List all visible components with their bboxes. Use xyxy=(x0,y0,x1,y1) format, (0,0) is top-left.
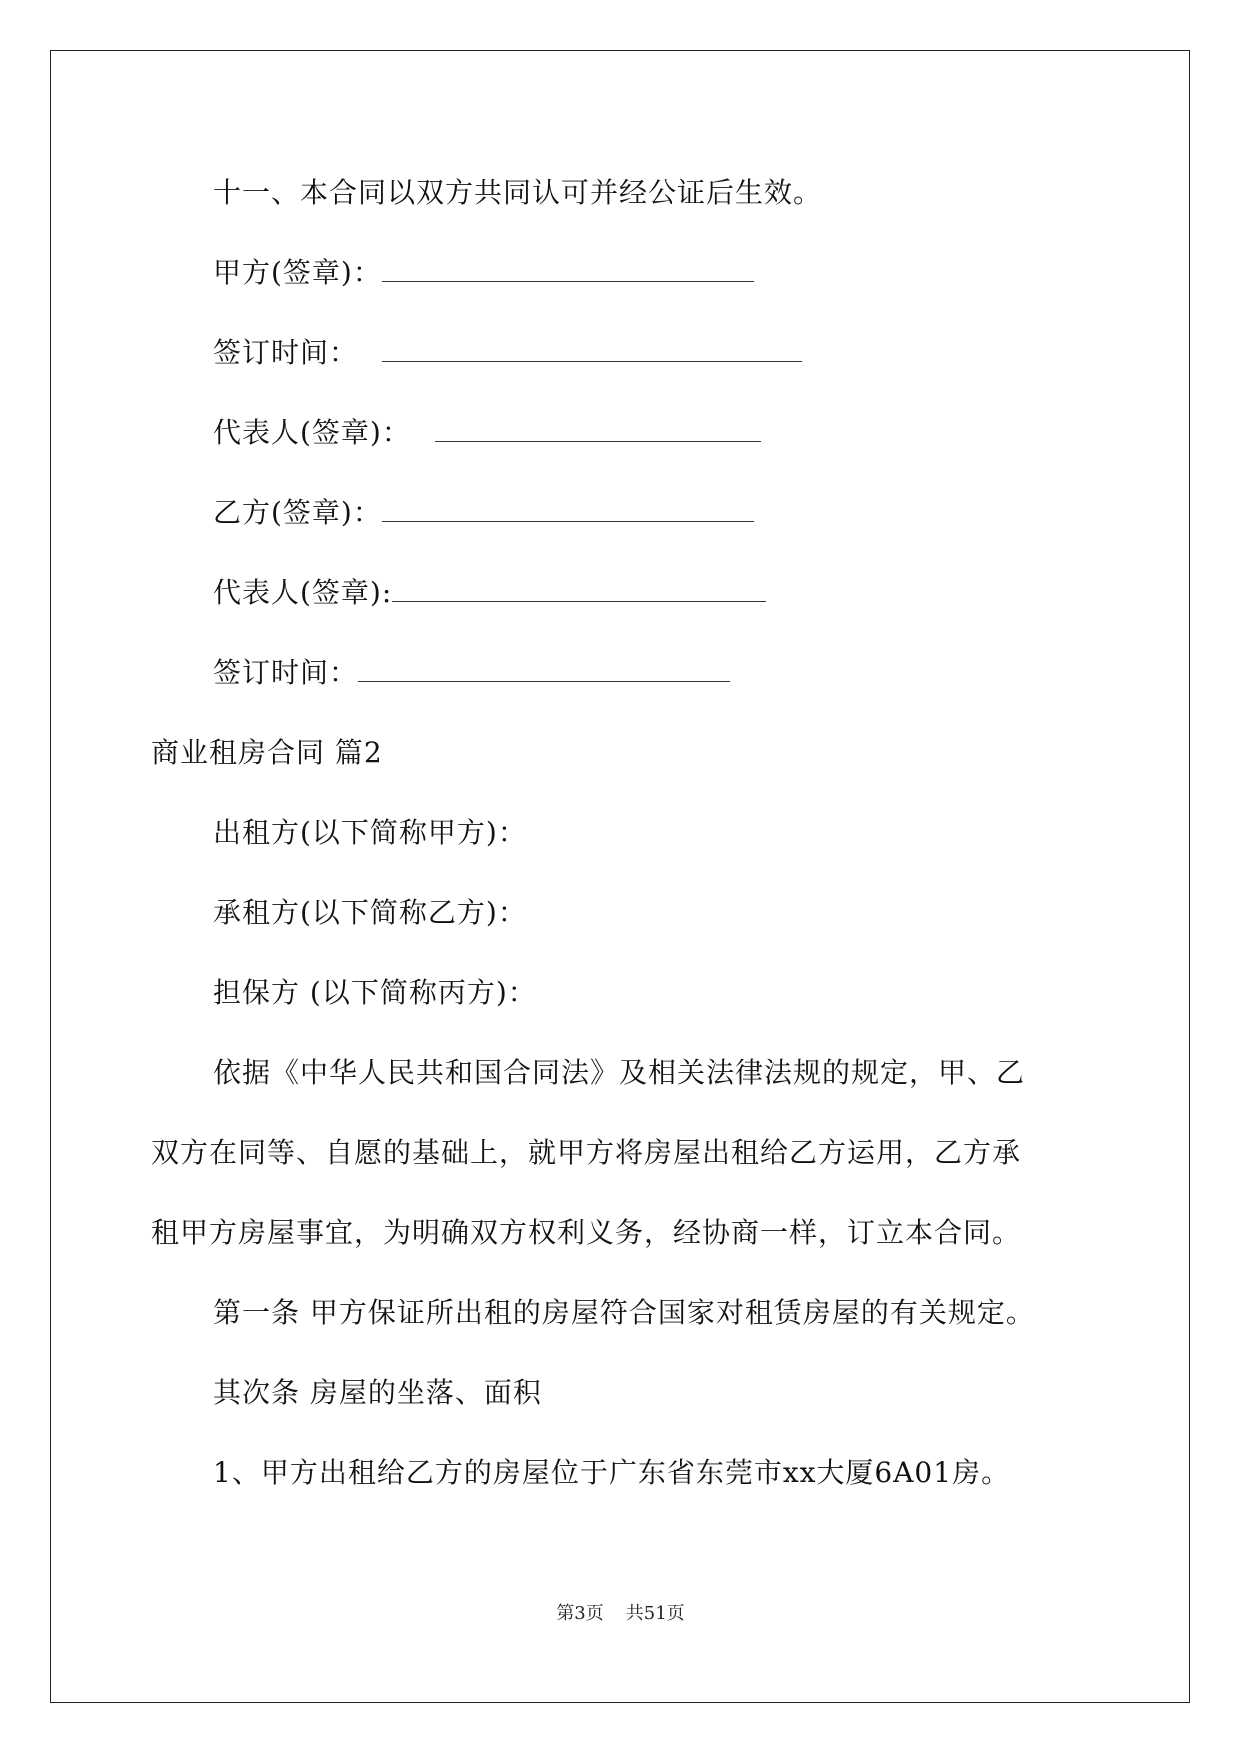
signing-date-label-b: 签订时间： xyxy=(213,656,359,689)
article-1: 第一条 甲方保证所出租的房屋符合国家对租赁房屋的有关规定。 xyxy=(213,1296,1035,1329)
preamble-line-3: 租甲方房屋事宜，为明确双方权利义务，经协商一样，订立本合同。 xyxy=(151,1216,1022,1249)
representative-b-signature-blank xyxy=(392,575,766,602)
party-b-signature-blank xyxy=(382,495,754,522)
clause-11: 十一、本合同以双方共同认可并经公证后生效。 xyxy=(213,176,823,209)
signing-date-blank-a xyxy=(382,335,802,362)
party-b-signature-label: 乙方(签章)： xyxy=(213,496,382,529)
signing-date-blank-b xyxy=(358,655,730,682)
party-a-signature-blank xyxy=(382,255,754,282)
signing-date-field-a xyxy=(213,333,802,373)
guarantor-party-line: 担保方 (以下简称丙方)： xyxy=(213,976,537,1009)
page-number: 第3页 xyxy=(556,1603,604,1624)
representative-a-signature-label: 代表人(签章)： xyxy=(213,416,421,449)
signing-date-label-a: 签订时间： xyxy=(213,336,368,369)
party-b-signature-field xyxy=(213,493,754,533)
section-title: 商业租房合同 篇2 xyxy=(151,736,383,769)
party-a-signature-label: 甲方(签章)： xyxy=(213,256,382,289)
article-2-item-1: 1、甲方出租给乙方的房屋位于广东省东莞市xx大厦6A01房。 xyxy=(213,1456,1011,1489)
signing-date-field-b xyxy=(213,653,730,693)
representative-a-signature-blank xyxy=(435,415,761,442)
preamble-line-1: 依据《中华人民共和国合同法》及相关法律法规的规定，甲、乙 xyxy=(213,1056,1026,1089)
lessor-party-line: 出租方(以下简称甲方)： xyxy=(213,816,527,849)
representative-b-signature-label: 代表人(签章): xyxy=(213,576,393,609)
representative-a-signature-field xyxy=(213,413,761,453)
total-pages: 共51页 xyxy=(625,1603,685,1624)
page-footer xyxy=(0,1602,1241,1626)
article-2-title: 其次条 房屋的坐落、面积 xyxy=(213,1376,542,1409)
representative-b-signature-field xyxy=(213,573,766,613)
preamble-line-2: 双方在同等、自愿的基础上，就甲方将房屋出租给乙方运用，乙方承 xyxy=(151,1136,1022,1169)
party-a-signature-field xyxy=(213,253,754,293)
lessee-party-line: 承租方(以下简称乙方)： xyxy=(213,896,527,929)
